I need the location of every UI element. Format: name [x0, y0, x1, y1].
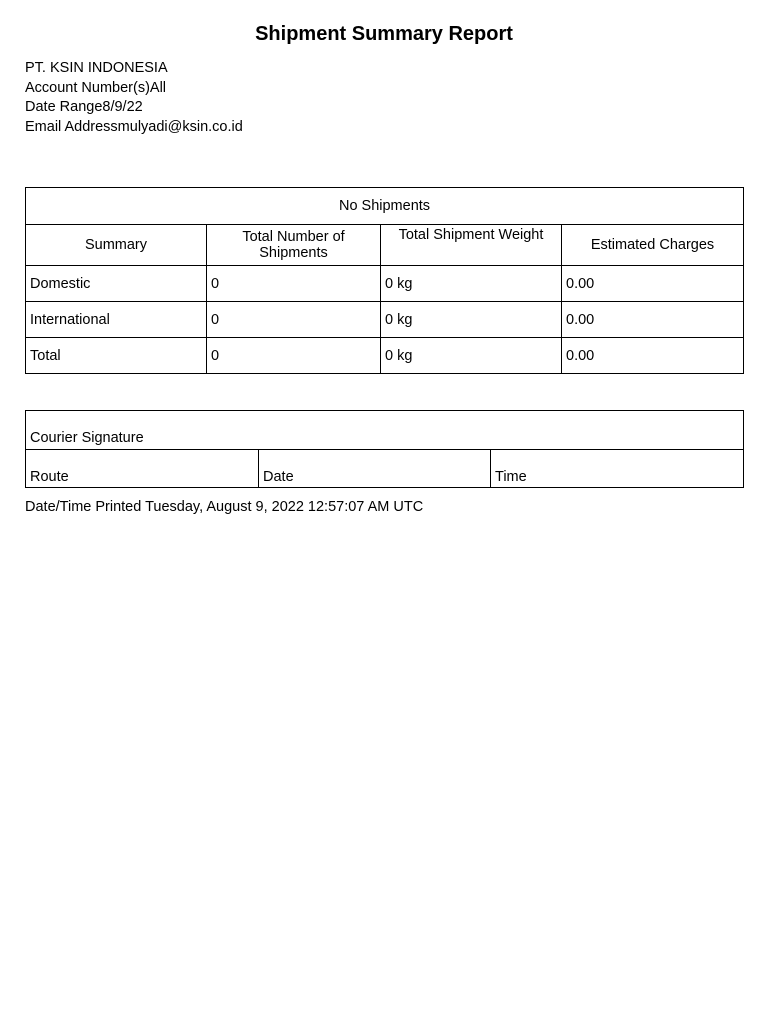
row-label-international: International: [26, 302, 207, 338]
cell-charges: 0.00: [562, 338, 744, 374]
table-row: [26, 302, 744, 338]
cell-charges: 0.00: [562, 266, 744, 302]
cell-weight: 0 kg: [381, 302, 562, 338]
no-shipments-banner: No Shipments: [26, 188, 744, 225]
table-row: [26, 266, 744, 302]
route-date-time-row: [26, 450, 744, 488]
column-header-total-weight: Total Shipment Weight: [381, 225, 562, 266]
date-range: Date Range8/9/22: [25, 99, 143, 115]
route-label: Route: [26, 450, 259, 488]
courier-signature-table: [25, 410, 744, 488]
table-header-row: [26, 225, 744, 266]
cell-count: 0: [207, 266, 381, 302]
table-row: [26, 338, 744, 374]
date-label: Date: [259, 450, 491, 488]
company-name: PT. KSIN INDONESIA: [25, 60, 168, 76]
cell-charges: 0.00: [562, 302, 744, 338]
printed-timestamp: Date/Time Printed Tuesday, August 9, 2022 12:57:07 AM UTC: [25, 499, 424, 515]
report-info: [25, 59, 243, 137]
courier-signature-label: Courier Signature: [26, 411, 744, 450]
column-header-total-number: Total Number of Shipments: [207, 225, 381, 266]
column-header-estimated-charges: Estimated Charges: [562, 225, 744, 266]
cell-count: 0: [207, 338, 381, 374]
account-number: Account Number(s)All: [25, 79, 167, 96]
row-label-domestic: Domestic: [26, 266, 207, 302]
table-banner-row: [26, 188, 744, 225]
cell-count: 0: [207, 302, 381, 338]
column-header-summary: Summary: [26, 225, 207, 266]
report-title: Shipment Summary Report: [255, 23, 513, 45]
cell-weight: 0 kg: [381, 338, 562, 374]
row-label-total: Total: [26, 338, 207, 374]
time-label: Time: [491, 450, 744, 488]
courier-signature-row: [26, 411, 744, 450]
cell-weight: 0 kg: [381, 266, 562, 302]
email-address: Email Addressmulyadi@ksin.co.id: [25, 118, 243, 135]
shipment-summary-table: [25, 187, 744, 374]
